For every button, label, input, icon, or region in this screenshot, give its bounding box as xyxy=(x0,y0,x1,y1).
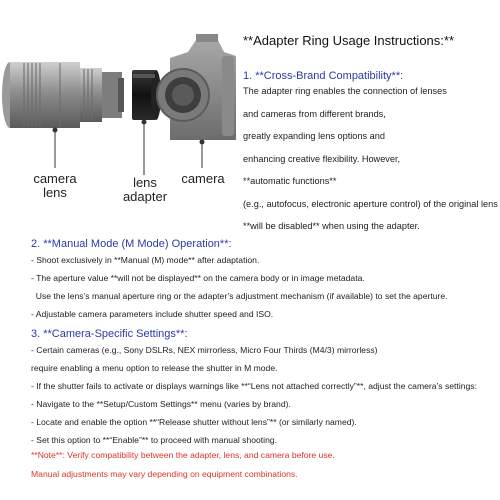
section1-line: **automatic functions** xyxy=(243,176,337,186)
camera-lens-image xyxy=(2,62,124,128)
section3-body xyxy=(31,341,477,449)
section3-line: - If the shutter fails to activate or displays warnings like **“Lens not attached correctly”**, adjust the camera’s settings: xyxy=(31,381,477,391)
section1-line: The adapter ring enables the connection of lenses xyxy=(243,86,447,96)
illustration-svg xyxy=(0,0,240,240)
note-block xyxy=(31,446,335,484)
section2-body xyxy=(31,251,448,323)
section3-line: require enabling a menu option to release the shutter in M mode. xyxy=(31,363,278,373)
section1-line: greatly expanding lens options and xyxy=(243,131,385,141)
camera-label xyxy=(176,172,230,186)
section3-line: - Certain cameras (e.g., Sony DSLRs, NEX mirrorless, Micro Four Thirds (M4/3) mirrorless) xyxy=(31,345,378,355)
camera-lens-label-line2: lens xyxy=(43,185,67,200)
camera-label-line1: camera xyxy=(181,171,225,186)
section1-body xyxy=(243,80,498,238)
page-title: **Adapter Ring Usage Instructions:** xyxy=(243,33,455,48)
note-line: Manual adjustments may vary depending on equipment combinations. xyxy=(31,469,298,479)
note-line: **Note**: Verify compatibility between the adapter, lens, and camera before use. xyxy=(31,450,335,460)
lens-adapter-label-line2: adapter xyxy=(122,189,168,204)
section3-heading: 3. **Camera-Specific Settings**: xyxy=(31,328,188,340)
section2-line: - The aperture value **will not be displayed** on the camera body or in image metadata. xyxy=(31,273,365,283)
camera-lens-label xyxy=(25,172,85,200)
section2-line: - Adjustable camera parameters include shutter speed and ISO. xyxy=(31,309,274,319)
camera-lens-label-line1: camera xyxy=(33,171,77,186)
section1-line: **will be disabled** when using the adapter. xyxy=(243,221,420,231)
section2-heading: 2. **Manual Mode (M Mode) Operation**: xyxy=(31,238,232,250)
camera-body-image xyxy=(157,34,236,140)
section1-line: and cameras from different brands, xyxy=(243,108,386,119)
section1-line: (e.g., autofocus, electronic aperture control) of the original lens xyxy=(243,198,498,209)
lens-adapter-label xyxy=(114,176,176,204)
section2-line: Use the lens’s manual aperture ring or the adapter’s adjustment mechanism (if available) to set the aperture. xyxy=(31,291,448,301)
section1-line: enhancing creative flexibility. However, xyxy=(243,153,401,164)
section2-line: - Shoot exclusively in **Manual (M) mode** after adaptation. xyxy=(31,255,260,265)
section3-line: - Set this option to **“Enable”** to proceed with manual shooting. xyxy=(31,435,278,445)
section3-line: - Navigate to the **Setup/Custom Settings** menu (varies by brand). xyxy=(31,399,291,409)
product-illustration xyxy=(0,0,240,240)
section1-heading: 1. **Cross-Brand Compatibility**: xyxy=(243,70,404,82)
lens-adapter-label-line1: lens xyxy=(133,175,157,190)
section3-line: - Locate and enable the option **“Release shutter without lens”** (or similarly named). xyxy=(31,417,357,427)
